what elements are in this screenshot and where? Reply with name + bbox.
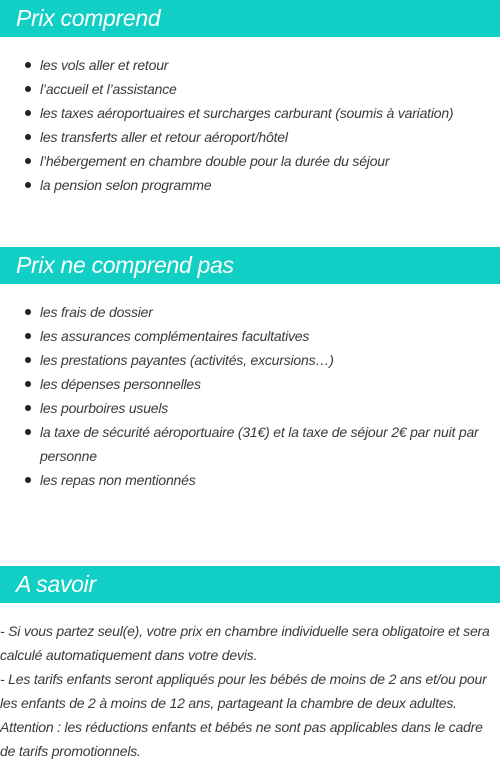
- list-item: les frais de dossier: [0, 300, 500, 324]
- list-item: les vols aller et retour: [0, 53, 500, 77]
- bullet-icon: [25, 429, 31, 435]
- bullet-icon: [25, 62, 31, 68]
- list-item: l’hébergement en chambre double pour la durée du séjour: [0, 149, 500, 173]
- list-item: la taxe de sécurité aéroportuaire (31€) et la taxe de séjour 2€ par nuit par personne: [0, 420, 500, 468]
- list-item: l’accueil et l’assistance: [0, 77, 500, 101]
- info-text: [0, 619, 500, 763]
- bullet-icon: [25, 134, 31, 140]
- bullet-icon: [25, 309, 31, 315]
- info-paragraph: - Les tarifs enfants seront appliqués pour les bébés de moins de 2 ans et/ou pour les enfants de 2 à moins de 12 ans, partageant la chambre de deux adultes.: [0, 671, 487, 711]
- info-paragraph: - Si vous partez seul(e), votre prix en chambre individuelle sera obligatoire et sera calculé automatiquement dans votre devis.: [0, 623, 490, 663]
- list-item: les repas non mentionnés: [0, 468, 500, 492]
- bullet-icon: [25, 357, 31, 363]
- bullet-icon: [25, 381, 31, 387]
- bullet-icon: [25, 477, 31, 483]
- list-item: les assurances complémentaires facultatives: [0, 324, 500, 348]
- includes-list: [0, 53, 500, 197]
- bullet-icon: [25, 86, 31, 92]
- includes-heading: Prix comprend: [0, 0, 500, 37]
- list-item: les taxes aéroportuaires et surcharges carburant (soumis à variation): [0, 101, 500, 125]
- list-item: la pension selon programme: [0, 173, 500, 197]
- bullet-icon: [25, 182, 31, 188]
- excludes-heading: Prix ne comprend pas: [0, 247, 500, 284]
- bullet-icon: [25, 333, 31, 339]
- bullet-icon: [25, 405, 31, 411]
- bullet-icon: [25, 158, 31, 164]
- info-paragraph: Attention : les réductions enfants et bébés ne sont pas applicables dans le cadre de tarifs promotionnels.: [0, 719, 483, 759]
- list-item: les pourboires usuels: [0, 396, 500, 420]
- info-heading: A savoir: [0, 566, 500, 603]
- list-item: les prestations payantes (activités, excursions…): [0, 348, 500, 372]
- bullet-icon: [25, 110, 31, 116]
- list-item: les transferts aller et retour aéroport/hôtel: [0, 125, 500, 149]
- list-item: les dépenses personnelles: [0, 372, 500, 396]
- excludes-list: [0, 300, 500, 492]
